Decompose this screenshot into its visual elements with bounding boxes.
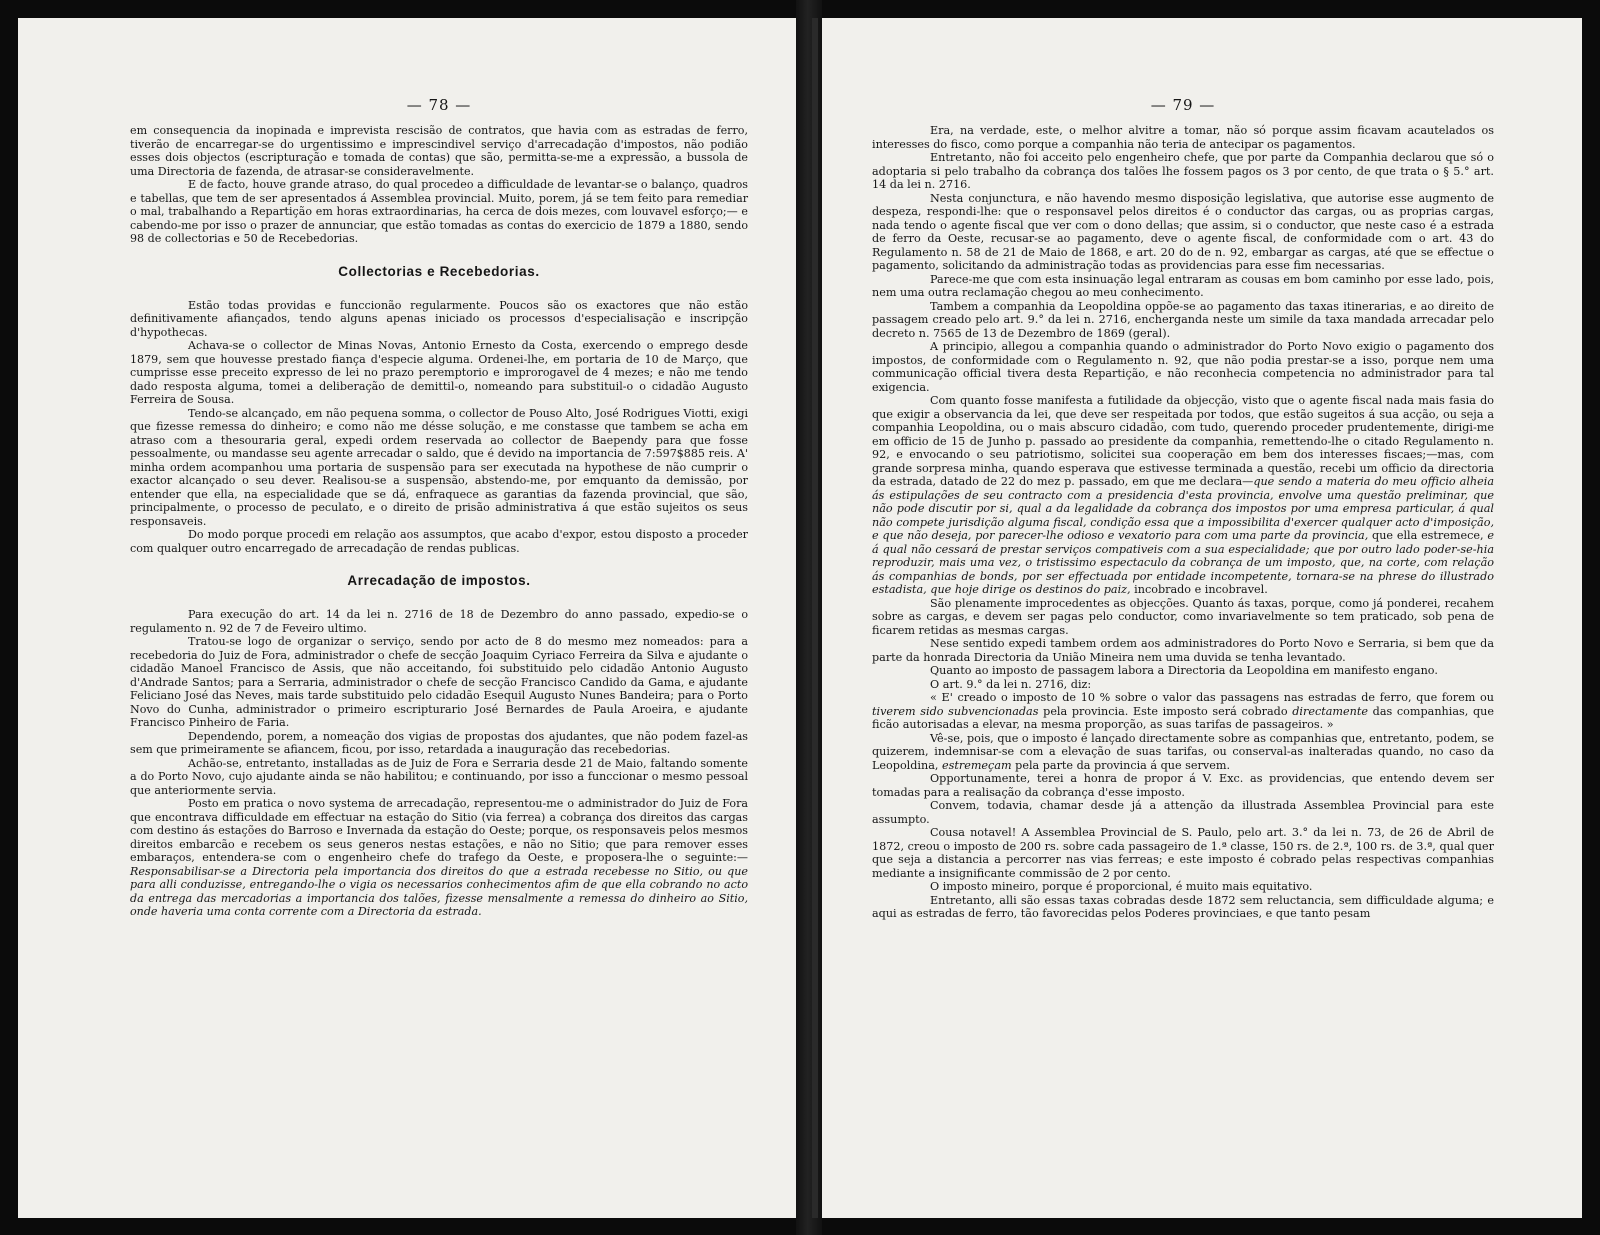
paragraph: Entretanto, alli são essas taxas cobradas desde 1872 sem reluctancia, sem difficuldade alguma; e aqui as estradas de ferro, tão favorecidas pelos Poderes provinciaes, e que tanto pesam (872, 893, 1494, 920)
italic-text: que sendo a materia do meu officio alheia ás estipulações de seu contracto com a presidencia d'esta provincia, envolve uma questão preliminar, que não pode discutir por si, qual a da legalidade da cobrança dos impostos por uma empresa particular, á qual não compete jurisdição alguma fiscal, condição essa que a impossibilita d'exercer qualquer acto d'imposição, e que não deseja, por parecer-lhe odioso e vexatorio para com uma parte da provincia, (872, 475, 1494, 542)
paragraph (872, 732, 1494, 773)
text-run: Vê-se, pois, que o imposto é lançado directamente sobre as companhias que, entretanto, podem, se quizerem, indemnisar-se com a elevação de suas tarifas, ou conserval-as inalteradas quando, no caso da Leopoldina, (872, 731, 1494, 772)
paragraph: Parece-me que com esta insinuação legal entraram as cousas em bom caminho por esse lado, pois, nem uma outra reclamação chegou ao meu conhecimento. (872, 272, 1494, 299)
paragraph (872, 691, 1494, 732)
section-heading: Collectorias e Recebedorias. (338, 263, 540, 279)
paragraph: Estão todas providas e funccionão regularmente. Poucos são os exactores que não estão definitivamente afiançados, tendo alguns apenas iniciado os processos d'especialisação e inscripção d'hypothecas. (130, 298, 748, 339)
italic-text: tiverem sido subvencionadas (872, 704, 1039, 718)
paragraph: Achava-se o collector de Minas Novas, Antonio Ernesto da Costa, exercendo o emprego desde 1879, sem que houvesse prestado fiança d'especie alguma. Ordenei-lhe, em portaria de 10 de Março, que cumprisse esse preceito expresso de lei no prazo peremptorio e improrogavel de 4 mezes; e não me tendo dado resposta alguma, tomei a deliberação de demittil-o, nomeando para substituil-o o cidadão Augusto Ferreira de Sousa. (130, 339, 748, 406)
text-run: « E' creado o imposto de 10 % sobre o valor das passagens nas estradas de ferro, que forem ou (930, 691, 1494, 704)
paragraph: Nese sentido expedi tambem ordem aos administradores do Porto Novo e Serraria, si bem que da parte da honrada Directoria da União Mineira nem uma duvida se tenha levantado. (872, 637, 1494, 664)
italic-text: directamente (1292, 704, 1368, 718)
paragraph: Para execução do art. 14 da lei n. 2716 de 18 de Dezembro do anno passado, expedio-se o regulamento n. 92 de 7 de Feveiro ultimo. (130, 608, 748, 635)
italic-text: Responsabilisar-se a Directoria pela importancia dos direitos do que a estrada recebesse no Sitio, ou que para alli conduzisse, entregando-lhe o vigia os necessarios conhecimentos afim de que ella cobrando no acto da entrega das mercadorias a importancia dos talões, fizesse mensalmente a remessa do dinheiro ao Sitio, onde haveria uma conta corrente com a Directoria da estrada. (130, 864, 748, 918)
paragraph: Quanto ao imposto de passagem labora a Directoria da Leopoldina em manifesto engano. (930, 664, 1438, 677)
paragraph (130, 797, 748, 919)
left-page (18, 18, 796, 1218)
paragraph: Dependendo, porem, a nomeação dos vigias de propostas dos ajudantes, que não podem fazel-as sem que primeiramente se afiancem, ficou, por isso, retardada a inauguração das recebedorias. (130, 729, 748, 756)
text-run: pela provincia. Este imposto será cobrado (1038, 704, 1293, 718)
paragraph: Era, na verdade, este, o melhor alvitre a tomar, não só porque assim ficavam acautelados os interesses do fisco, como porque a companhia não teria de antecipar os pagamentos. (872, 124, 1494, 151)
paragraph: Convem, todavia, chamar desde já a attenção da illustrada Assemblea Provincial para este assumpto. (872, 799, 1494, 826)
right-column (872, 124, 1494, 921)
left-column (130, 124, 748, 919)
paragraph: Tambem a companhia da Leopoldina oppõe-se ao pagamento das taxas itinerarias, e ao direito de passagem creado pelo art. 9.° da lei n. 2716, encherganda neste um simile da taxa mandada arrecadar pelo decreto n. 7565 de 13 de Dezembro de 1869 (geral). (872, 299, 1494, 340)
paragraph: E de facto, houve grande atraso, do qual procedeo a difficuldade de levantar-se o balanço, quadros e tabellas, que tem de ser apresentados á Assemblea provincial. Muito, porem, já se tem feito para remediar o mal, trabalhando a Repartição em horas extraordinarias, ha cerca de dois mezes, com louvavel esforço;— e cabendo-me por isso o prazer de annunciar, que estão tomadas as contas do exercicio de 1879 a 1880, sendo 98 de collectorias e 50 de Recebedorias. (130, 178, 748, 245)
italic-text: estremeçam (942, 758, 1012, 772)
italic-text: e á qual não cessará de prestar serviços compativeis com a sua especialidade; que por outro lado poder-se-hia reproduzir, mais uma vez, o tristissimo espectaculo da cobrança de um imposto, que, na corte, com relação ás companhias de bonds, por ser effectuada por entidade incompetente, tornara-se na phrese do illustrado estadista, que hoje dirige os destinos do paiz, (872, 529, 1494, 596)
paragraph: Tratou-se logo de organizar o serviço, sendo por acto de 8 do mesmo mez nomeados: para a recebedoria do Juiz de Fora, administrador o chefe de secção Joaquim Cyriaco Ferreira da Silva e ajudante o cidadão Manoel Francisco de Assis, que não acceitando, foi substituido pelo cidadão Antonio Augusto d'Andrade Santos; para a Serraria, administrador o chefe de secção Francisco Candido da Gama, e ajudante Feliciano José das Neves, mais tarde substituido pelo cidadão Esequil Augusto Nunes Bandeira; para o Porto Novo do Cunha, administrador o primeiro escripturario José Bernardes de Paula Aroeira, e ajudante Francisco Pinheiro de Faria. (130, 635, 748, 729)
paragraph: São plenamente improcedentes as objecções. Quanto ás taxas, porque, como já ponderei, recahem sobre as cargas, e devem ser pagas pelo conductor, como invariavelmente so tem praticado, sob pena de ficarem retidas as mesmas cargas. (872, 596, 1494, 637)
paragraph: Achão-se, entretanto, installadas as de Juiz de Fora e Serraria desde 21 de Maio, faltando somente a do Porto Novo, cujo ajudante ainda se não habilitou; e continuando, por isso a funccionar o mesmo pessoal que anteriormente servia. (130, 756, 748, 797)
text-run: que ella estremece, (1368, 529, 1488, 542)
paragraph: A principio, allegou a companhia quando o administrador do Porto Novo exigio o pagamento dos impostos, de conformidade com o Regulamento n. 92, que não podia prestar-se a isso, porque nem uma communicação official tivera desta Repartição, e não reconhecia competencia no administrador para tal exigencia. (872, 340, 1494, 394)
paragraph: em consequencia da inopinada e imprevista rescisão de contratos, que havia com as estradas de ferro, tiverão de encarregar-se do urgentissimo e imprescindivel serviço d'arrecadação d'impostos, não podião esses dois objectos (escripturação e tomada de contas) que são, permitta-se-me a expressão, a bussola de uma Directoria de fazenda, de atrasar-se consideravelmente. (130, 124, 748, 178)
text-run: das companhias, que ficão autorisadas a elevar, na mesma proporção, as suas tarifas de passageiros. » (872, 704, 1494, 731)
paragraph: Entretanto, não foi acceito pelo engenheiro chefe, que por parte da Companhia declarou que só o adoptaria si pelo trabalho da cobrança dos talões lhe fossem pagos os 3 por cento, de que trata o § 5.° art. 14 da lei n. 2716. (872, 151, 1494, 191)
page-number: — 78 — (406, 96, 472, 114)
paragraph: O art. 9.° da lei n. 2716, diz: (930, 677, 1092, 691)
spine-shadow (812, 18, 818, 1218)
section-heading: Arrecadação de impostos. (347, 573, 531, 588)
right-page (822, 18, 1582, 1218)
text-run: incobrado e incobravel. (1130, 583, 1268, 596)
paragraph: O imposto mineiro, porque é proporcional, é muito mais equitativo. (930, 880, 1313, 893)
book-spine (796, 0, 822, 1235)
paragraph: Opportunamente, terei a honra de propor á V. Exc. as providencias, que entendo devem ser tomadas para a realisação da cobrança d'esse imposto. (872, 772, 1494, 799)
text-run: pela parte da provincia á que servem. (1011, 758, 1230, 772)
text-run: Posto em pratica o novo systema de arrecadação, representou-me o administrador do Juiz de Fora que encontrava difficuldade em effectuar na estação do Sitio (via ferrea) a cobrança dos direitos das cargas com destino ás estações do Barroso e Invernada da estação do Oeste; porque, os responsaveis pelos mesmos direitos embarcão e recebem os seus generos nestas estações, e não no Sitio; que para remover esses embaraços, entendera-se com o engenheiro chefe do trafego da Oeste, e proposera-lhe o seguinte:— (130, 797, 748, 864)
paragraph: Cousa notavel! A Assemblea Provincial de S. Paulo, pelo art. 3.° da lei n. 73, de 26 de Abril de 1872, creou o imposto de 200 rs. sobre cada passageiro de 1.ª classe, 150 rs. de 2.ª, 100 rs. de 3.ª, qual quer que seja a distancia a percorrer nas vias ferreas; e este imposto é cobrado pelas respectivas companhias mediante a insignificante commissão de 2 por cento. (872, 826, 1494, 880)
paragraph: Do modo porque procedi em relação aos assumptos, que acabo d'expor, estou disposto a proceder com qualquer outro encarregado de arrecadação de rendas publicas. (130, 528, 748, 555)
paragraph: Tendo-se alcançado, em não pequena somma, o collector de Pouso Alto, José Rodrigues Viotti, exigi que fizesse remessa do dinheiro; e como não me désse solução, e me constasse que tambem se acha em atraso com a thesouraria geral, expedi ordem reservada ao collector de Baependy para que fosse pessoalmente, ou mandasse seu agente arrecadar o saldo, que é devido na importancia de 7:597$885 reis. A' minha ordem acompanhou uma portaria de suspensão para ser executada na hypothese de não cumprir o exactor alcançado o seu dever. Realisou-se a suspensão, abstendo-me, por emquanto da demissão, por entender que ella, na especialidade que se dá, enfraquece as garantias da fazenda provincial, que são, principalmente, o processo de peculato, e o direito de prisão administrativa á que estão sujeitos os seus responsaveis. (130, 406, 748, 528)
paragraph: Nesta conjunctura, e não havendo mesmo disposição legislativa, que autorise esse augmento de despeza, respondi-lhe: que o responsavel pelos direitos é o conductor das cargas, ou as proprias cargas, nada tendo o agente fiscal que ver com o dono dellas; que assim, si o conductor, que neste caso é a estrada de ferro da Oeste, recusar-se ao pagamento, deve o agente fiscal, de conformidade com o art. 43 do Regulamento n. 58 de 21 de Maio de 1868, e art. 20 do de n. 92, embargar as cargas, até que se effectue o pagamento, solicitando da administração todas as providencias para esse fim necessarias. (872, 191, 1494, 272)
page-number: — 79 — (1150, 96, 1216, 114)
paragraph (872, 394, 1494, 597)
text-run: Com quanto fosse manifesta a futilidade da objecção, visto que o agente fiscal nada mais fasia do que exigir a observancia da lei, que deve ser respeitada por todos, que estão sugeitos á sua acção, ou seja a companhia Leopoldina, ou o mais abscuro cidadão, com tudo, querendo proceder prudentemente, dirigi-me em officio de 15 de Junho p. passado ao presidente da companhia, remettendo-lhe o citado Regulamento n. 92, e envocando o seu patriotismo, solicitei sua cooperação em bem dos interesses fiscaes;—mas, com grande sorpresa minha, quando esperava que estivesse terminada a questão, recebi um officio da directoria da estrada, datado de 22 do mez p. passado, em que me declara— (872, 394, 1494, 488)
